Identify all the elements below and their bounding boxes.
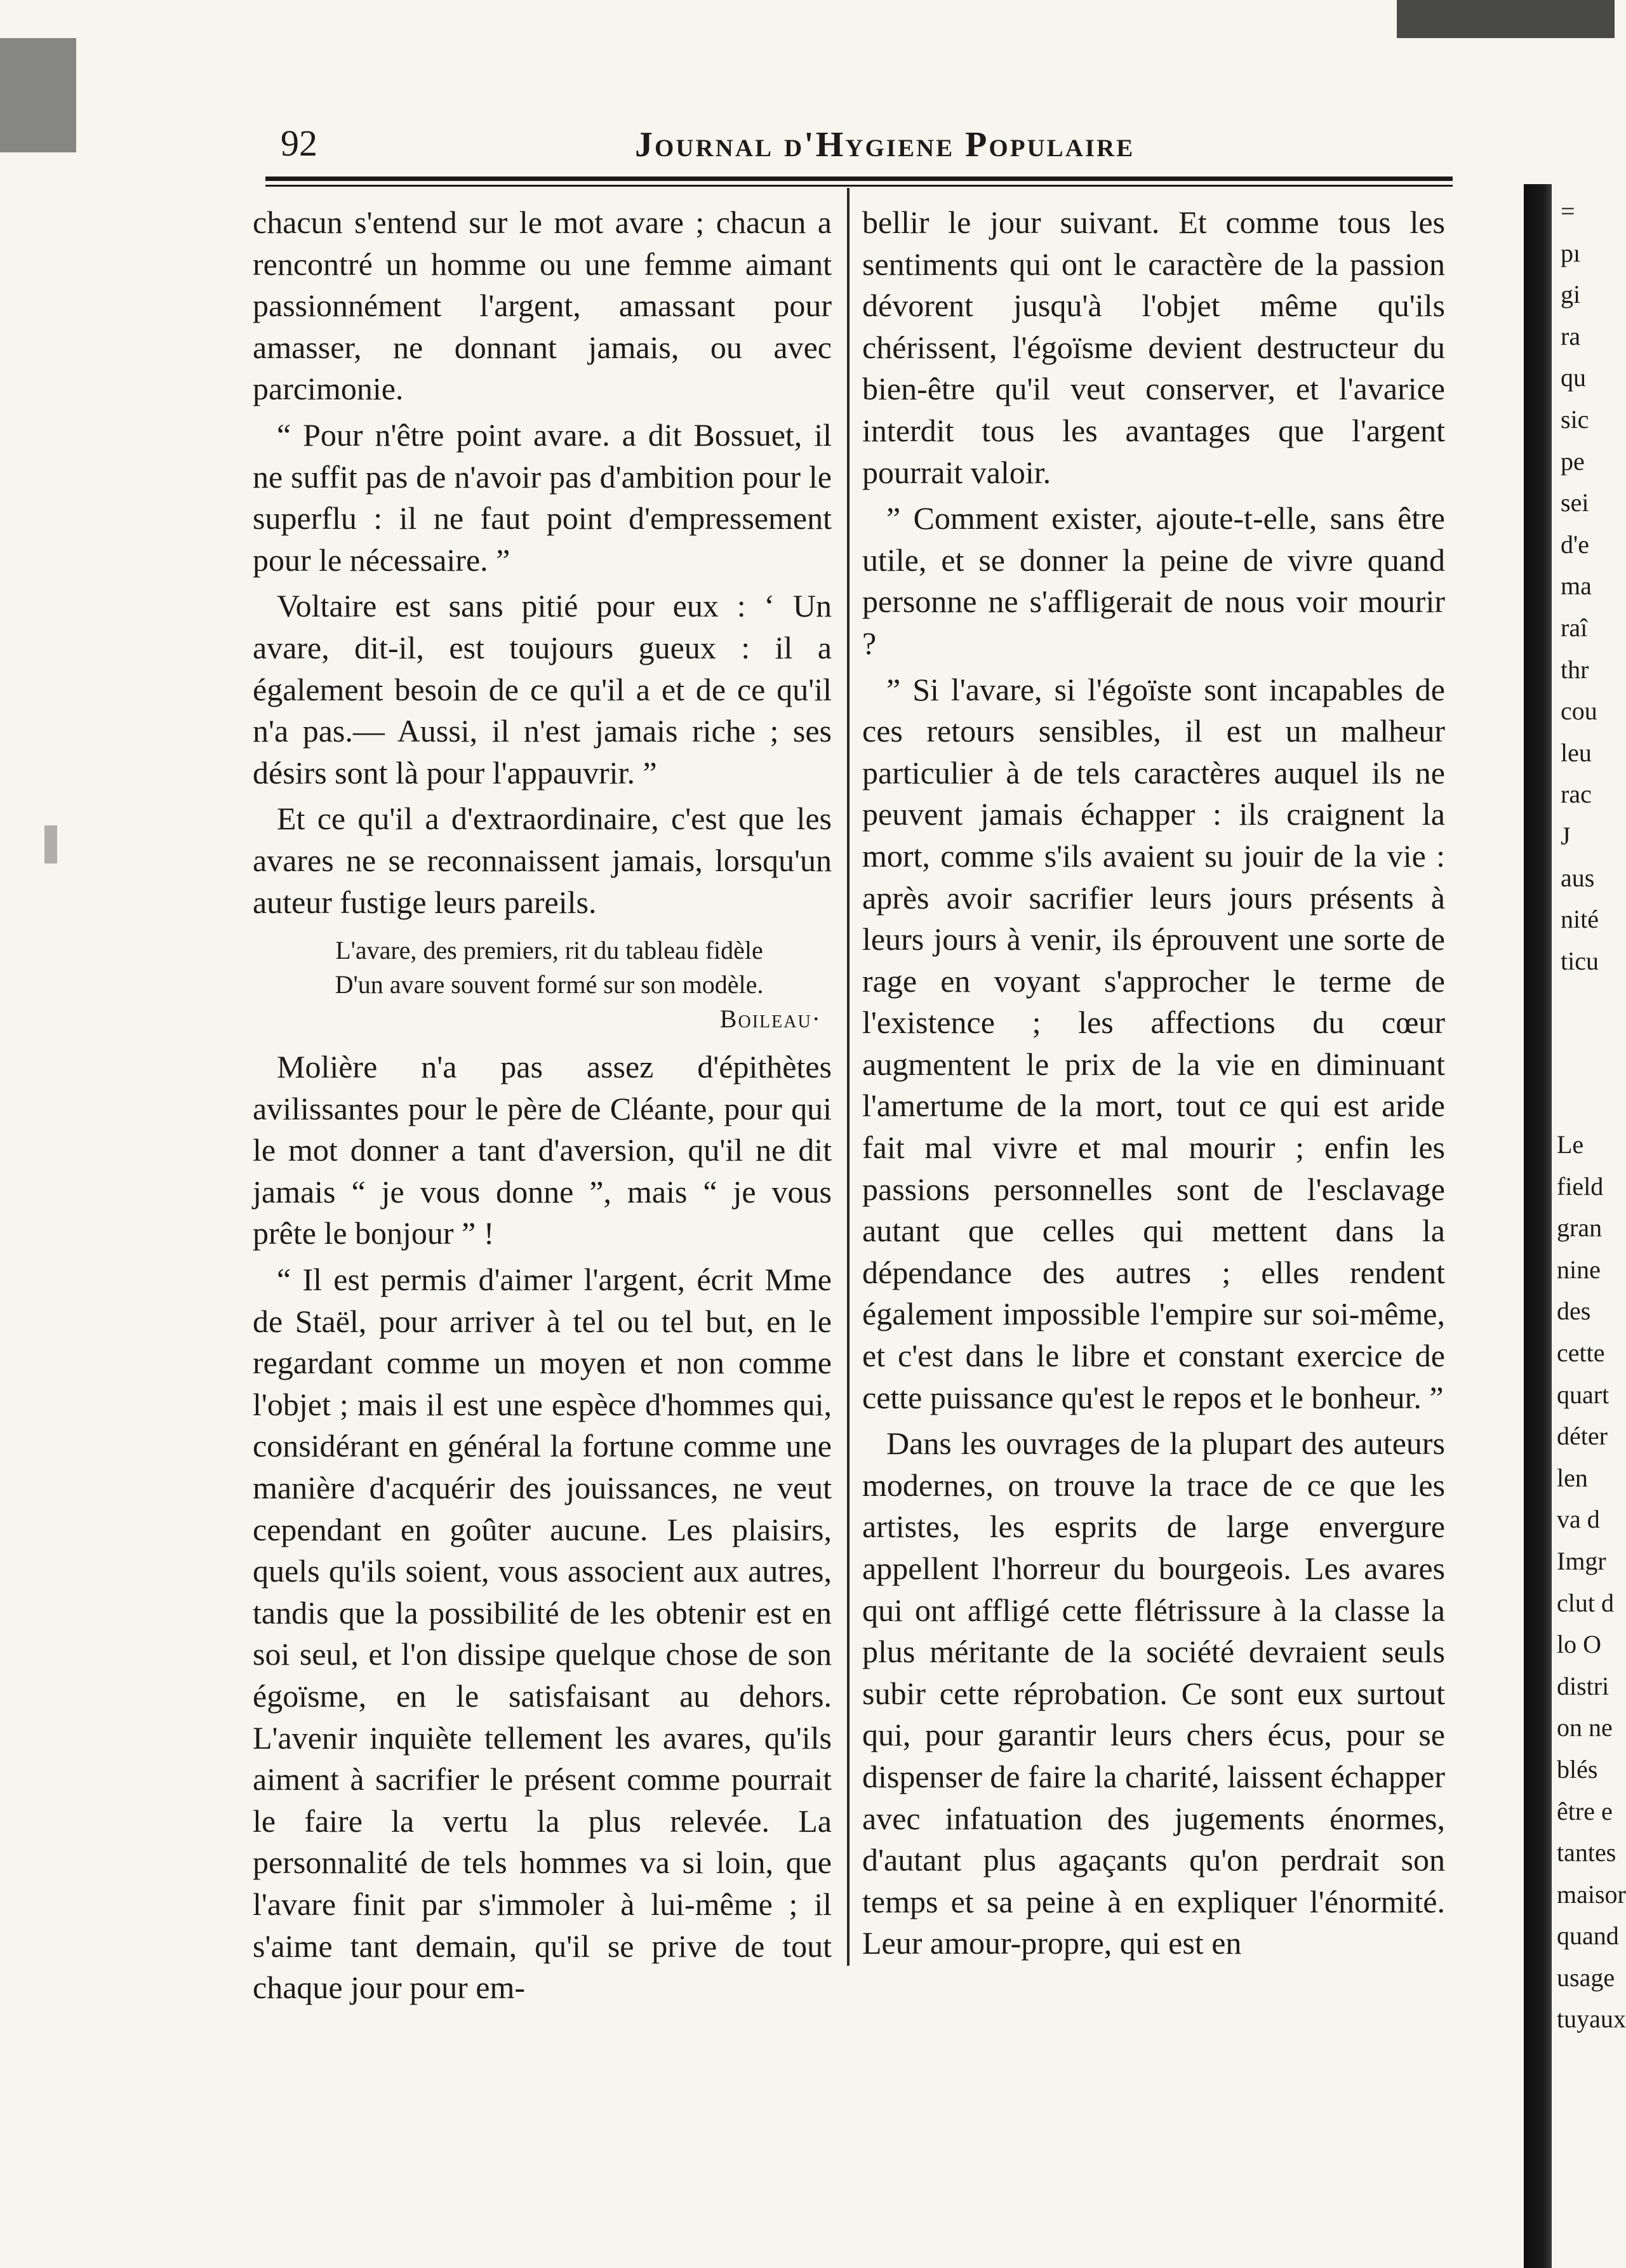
facing-page-line: nité [1561, 905, 1599, 934]
paragraph: chacun s'entend sur le mot avare ; chacun a rencontré un homme ou une femme aimant passionnément l'argent, amassant pour amasser, ne donnant jamais, ou avec parcimonie. [253, 204, 832, 407]
facing-page-line: tuyaux [1557, 2005, 1626, 2034]
page-number: 92 [281, 123, 317, 164]
facing-page-line: sic [1561, 404, 1589, 434]
paragraph: Molière n'a pas assez d'épithètes avilissantes pour le père de Cléante, pour qui le mot donner a tant d'aversion, qu'il ne dit jamais “ je vous donne ”, mais “ je vous prête le bonjour ” ! [253, 1049, 832, 1251]
facing-page-line: distri [1557, 1671, 1609, 1700]
right-column [862, 202, 1445, 1969]
book-binding-shadow [1524, 184, 1552, 2268]
left-column [253, 202, 832, 2013]
facing-page-fragment-top [1561, 190, 1618, 982]
facing-page-edge [1524, 184, 1626, 2268]
facing-page-line: on ne [1557, 1713, 1613, 1742]
facing-page-line: clut d [1557, 1588, 1614, 1617]
paragraph: Dans les ouvrages de la plupart des auteurs modernes, on trouve la trace de ce que les artistes, les esprits de large envergure appellent l'horreur du bourgeois. Les avares qui ont affligé cette flétrissure à la classe la plus méritante de la société devraient seuls subir cette réprobation. Ce sont eux surtout qui, pour garantir leurs chers écus, pour se dispenser de faire la charité, laissent échapper avec infatuation des jugements énormes, d'autant plus agaçants qu'on perdrait son temps et sa peine à en expliquer l'énormité. Leur amour-propre, qui est en [862, 1425, 1445, 1961]
header-rule-thin [265, 185, 1453, 187]
facing-page-line: sei [1561, 488, 1589, 517]
facing-page-line: raî [1561, 613, 1588, 642]
facing-page-line: va d [1557, 1505, 1600, 1534]
facing-page-line: maisor [1557, 1879, 1626, 1909]
facing-page-line: lo O [1557, 1630, 1601, 1659]
paragraph: Et ce qu'il a d'extraordinaire, c'est que les avares ne se reconnaissent jamais, lorsqu'un auteur fustige leurs pareils. [253, 801, 832, 920]
facing-page-line: usage [1557, 1963, 1615, 1992]
facing-page-line: thr [1561, 655, 1589, 684]
facing-page-line: pı [1561, 238, 1581, 267]
facing-page-line: tantes [1557, 1838, 1616, 1867]
facing-page-line: gran [1557, 1213, 1603, 1243]
facing-page-line: quart [1557, 1380, 1609, 1409]
facing-page-line: ra [1561, 321, 1581, 350]
verse-quotation [253, 933, 832, 1036]
facing-page-line: des [1557, 1297, 1591, 1326]
scan-mark [1397, 0, 1615, 38]
facing-page-line: gi [1561, 280, 1581, 309]
facing-page-line: rac [1561, 780, 1592, 809]
paragraph: ” Si l'avare, si l'égoïste sont incapables de ces retours sensibles, il est un malheur particulier à de tels caractères auquel ils ne peuvent jamais échapper : ils craignent la mort, comme s'ils avaient su jouir de la vie : après avoir sacrifier leurs jours présents à leurs jours à venir, ils éprouvent une sorte de rage en voyant s'approcher le terme de l'existence ; les affections du cœur augmentent le prix de la vie en diminuant l'amertume de la mort, tout ce qui est aride fait mal vivre et mal mourir ; enfin les passions personnelles sont de l'esclavage autant que celles qui mettent dans la dépendance des autres ; elles rendent également impossible l'empire sur soi-même, et c'est dans le libre et constant exercice de cette puissance qu'est le repos et le bonheur. ” [862, 671, 1445, 1415]
facing-page-line: Le [1557, 1130, 1584, 1159]
scan-mark [44, 825, 57, 864]
facing-page-line: déter [1557, 1422, 1608, 1451]
facing-page-line: nine [1557, 1255, 1601, 1284]
facing-page-line: leu [1561, 738, 1592, 767]
verse-line: D'un avare souvent formé sur son modèle. [335, 970, 764, 999]
verse-attribution: Boileau· [719, 1004, 822, 1034]
facing-page-fragment-bottom [1557, 1124, 1626, 2040]
facing-page-line: field [1557, 1171, 1604, 1201]
paragraph: Voltaire est sans pitié pour eux : ‘ Un avare, dit-il, est toujours gueux : il a également besoin de ce qu'il a et de ce qu'il n'a pas.— Aussi, il n'est jamais riche ; ses désirs sont là pour l'appauvrir. ” [253, 588, 832, 790]
header-rule-thick [265, 177, 1453, 181]
column-divider [847, 188, 850, 1966]
paragraph: “ Il est permis d'aimer l'argent, écrit Mme de Staël, pour arriver à tel ou tel but, en le regardant comme un moyen et non comme l'objet ; mais il est une espèce d'hommes qui, considérant en général la fortune comme une manière d'acquérir des jouissances, ne veut cependant en goûter aucune. Les plaisirs, quels qu'ils soient, vous associent aux autres, tandis que la possibilité de les obtenir est en soi seul, et l'on dissipe quelque chose de son égoïsme, en le satisfaisant au dehors. L'avenir inquiète tellement les avares, qu'ils aiment à sacrifier le présent comme pourrait le faire la vertu la plus relevée. La personnalité de tels hommes va si loin, que l'avare finit par s'immoler à lui-même ; il s'aime tant demain, qu'il se prive de tout chaque jour pour em- [253, 1262, 832, 2006]
scan-mark [0, 38, 76, 152]
paragraph: ” Comment exister, ajoute-t-elle, sans être utile, et se donner la peine de vivre quand personne ne s'affligerait de nous voir mourir ? [862, 500, 1445, 661]
facing-page-line: J [1561, 821, 1571, 850]
running-title: Journal d'Hygiene Populaire [635, 125, 1135, 164]
facing-page-line: cou [1561, 697, 1597, 726]
facing-page-line: aus [1561, 863, 1595, 892]
verse-line: L'avare, des premiers, rit du tableau fidèle [335, 936, 763, 965]
facing-page-line: = [1561, 197, 1575, 225]
facing-page-line: blés [1557, 1754, 1598, 1784]
facing-page-line: ticu [1561, 946, 1599, 975]
paragraph: “ Pour n'être point avare. a dit Bossuet, il ne suffit pas de n'avoir pas d'ambition pour le superflu : il ne faut point d'empressement pour le nécessaire. ” [253, 417, 832, 578]
facing-page-line: cette [1557, 1338, 1605, 1367]
paragraph: bellir le jour suivant. Et comme tous les sentiments qui ont le caractère de la passion dévorent jusqu'à l'objet même qu'ils chérissent, l'égoïsme devient destructeur du bien-être qu'il veut conserver, et l'avarice interdit tous les avantages que l'argent pourrait valoir. [862, 204, 1445, 490]
facing-page-line: Imgr [1557, 1546, 1606, 1575]
facing-page-line: quand [1557, 1921, 1619, 1951]
facing-page-line: qu [1561, 363, 1586, 392]
facing-page-line: ma [1561, 571, 1592, 601]
facing-page-line: être e [1557, 1796, 1613, 1825]
facing-page-line: pe [1561, 446, 1585, 476]
facing-page-line: d'e [1561, 530, 1589, 559]
facing-page-line: len [1557, 1463, 1588, 1492]
